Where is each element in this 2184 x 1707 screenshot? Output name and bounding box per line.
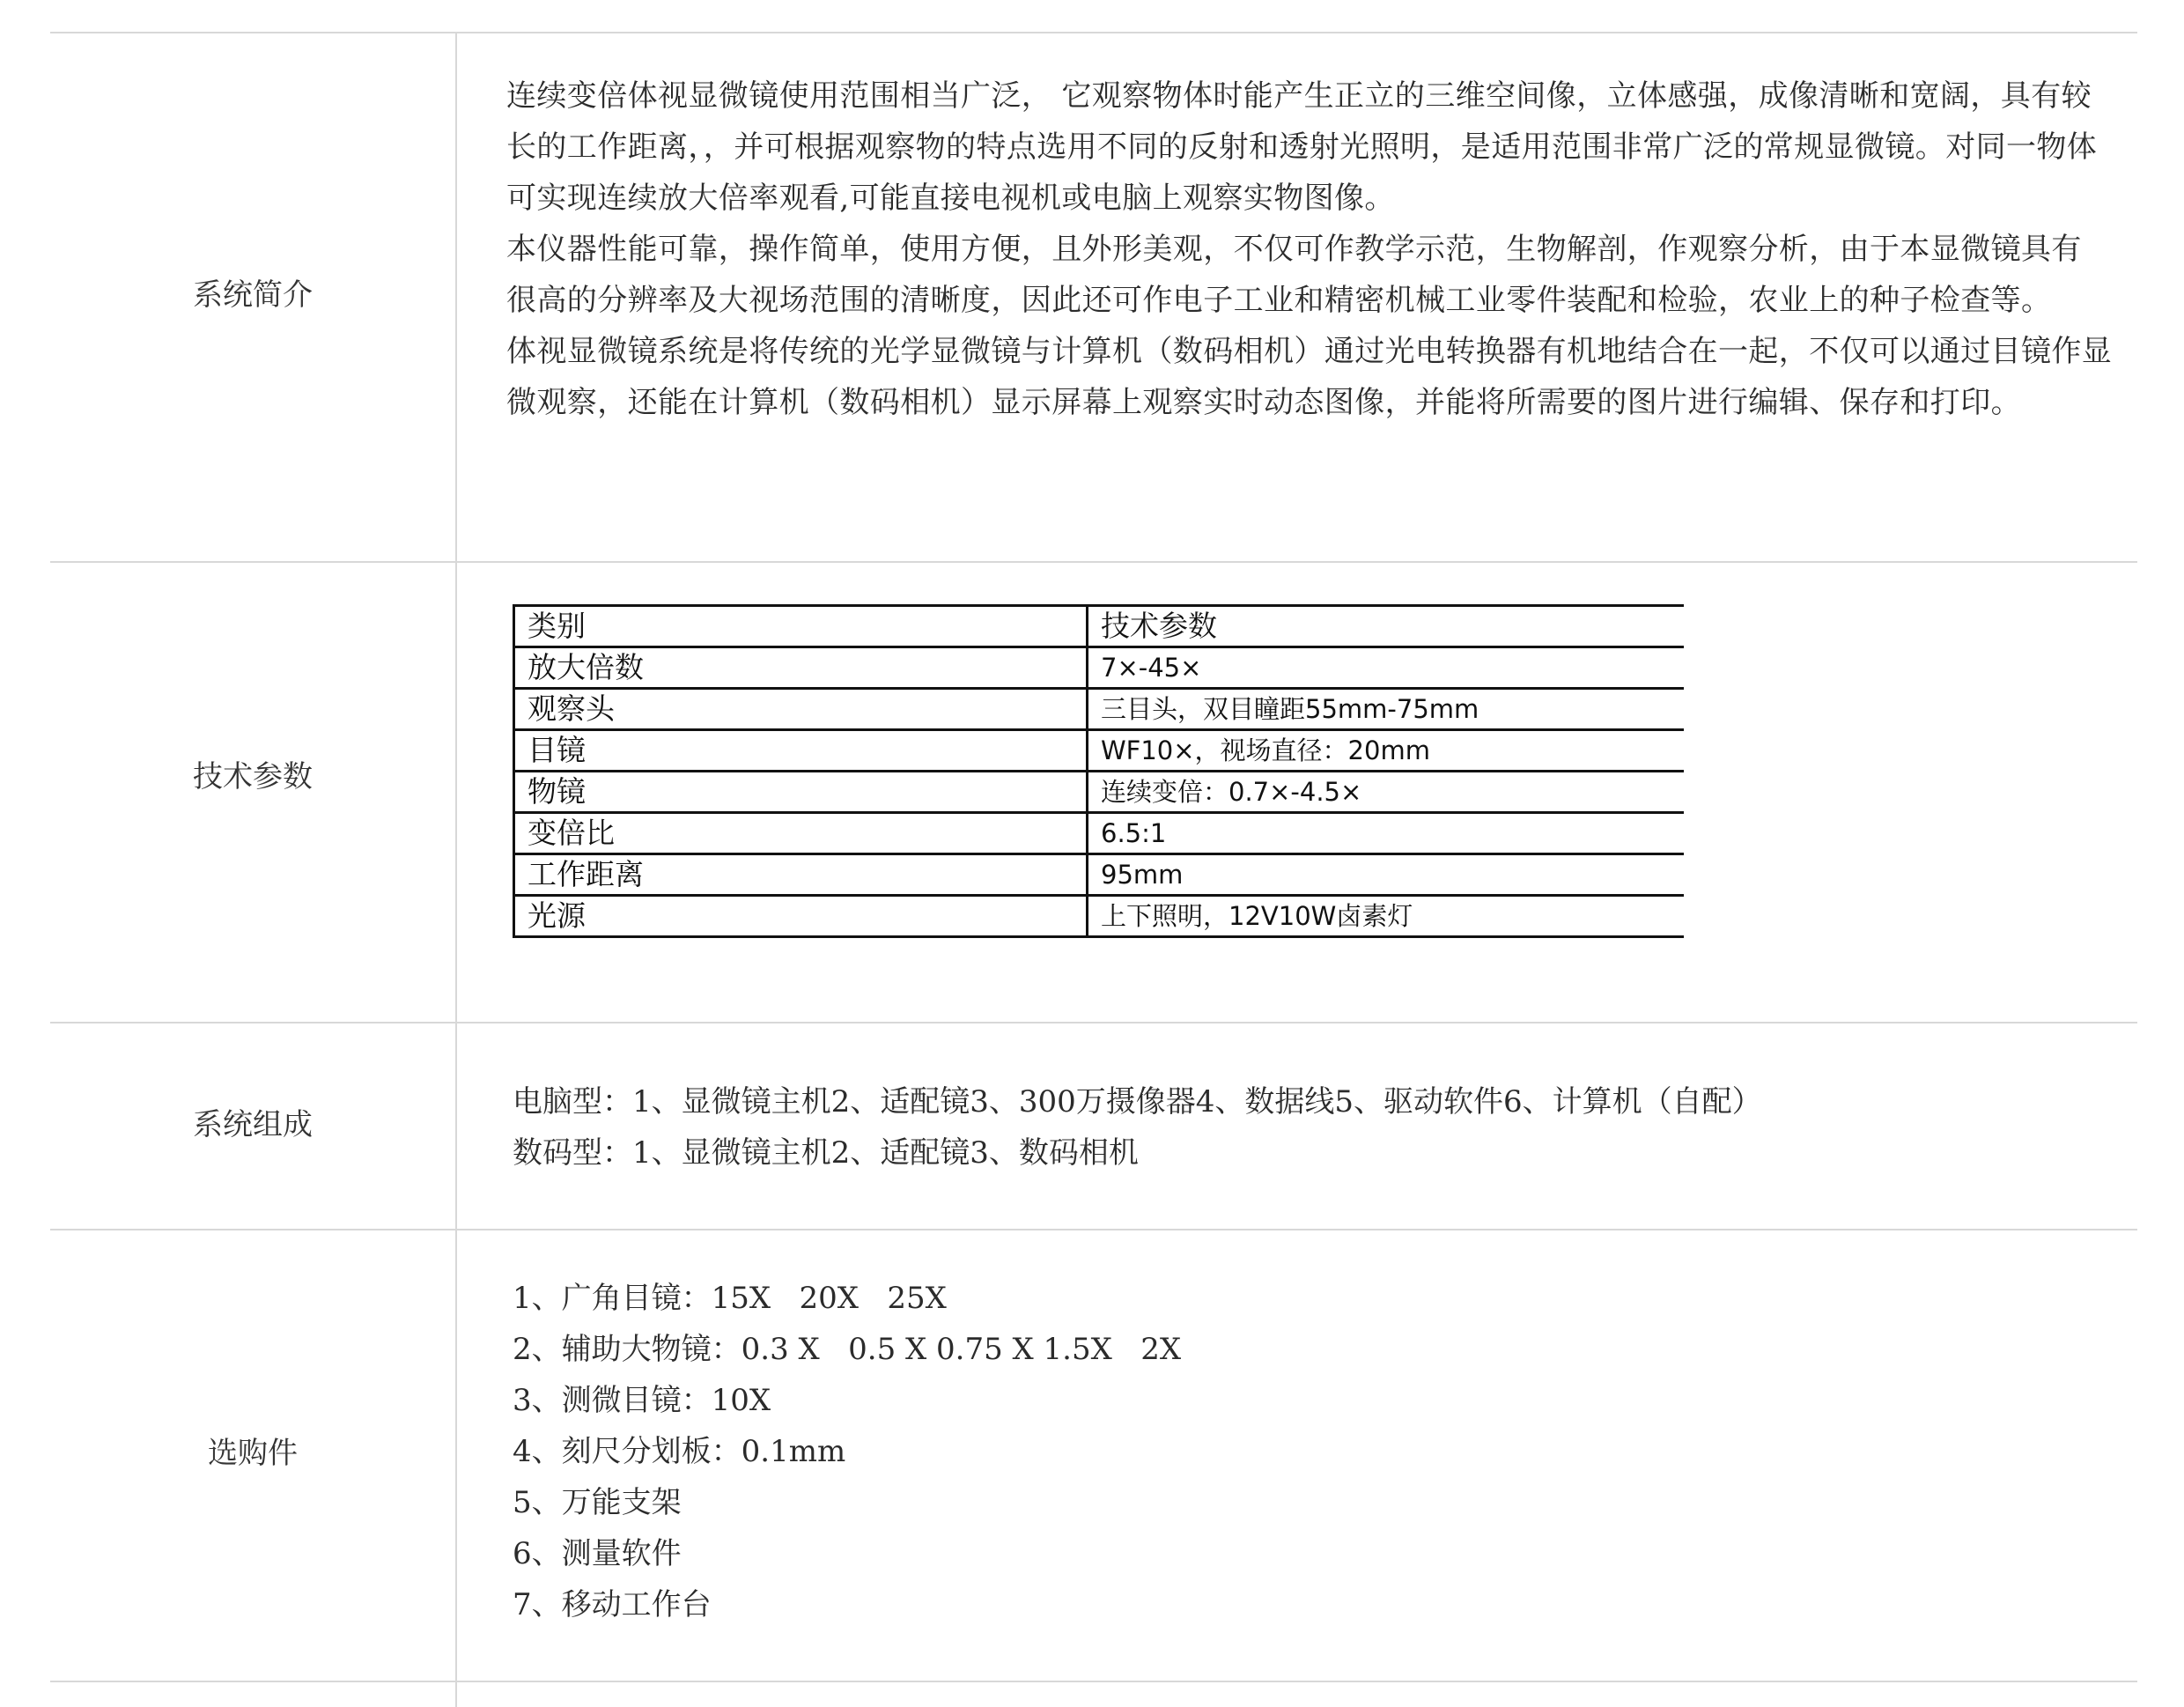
composition-label: 系统组成 [193, 1107, 313, 1142]
intro-label: 系统简介 [193, 277, 313, 313]
table-row [514, 730, 1685, 772]
spec-value: 三目头，双目瞳距55mm-75mm [1088, 689, 1685, 730]
list-item: 5、万能支架 [513, 1485, 682, 1520]
spec-value: 6.5:1 [1088, 813, 1685, 854]
divider-after-composition [50, 1229, 2137, 1230]
spec-value: 7×-45× [1088, 647, 1685, 689]
spec-name: 光源 [514, 896, 1088, 937]
spec-value: WF10×，视场直径：20mm [1088, 730, 1685, 772]
spec-value: 上下照明，12V10W卤素灯 [1088, 896, 1685, 937]
spec-name: 目镜 [514, 730, 1088, 772]
accessories-label: 选购件 [208, 1436, 298, 1471]
list-item: 2、辅助大物镜：0.3 X 0.5 X 0.75 X 1.5X 2X [513, 1332, 1182, 1367]
specs-label: 技术参数 [193, 759, 313, 794]
specs-header-row [514, 606, 1685, 647]
composition-text [513, 1076, 1762, 1179]
list-item: 3、测微目镜：10X [513, 1383, 771, 1418]
top-divider [50, 32, 2137, 33]
spec-name: 物镜 [514, 772, 1088, 813]
composition-line: 数码型：1、显微镜主机2、适配镜3、数码相机 [513, 1135, 1139, 1171]
spec-name: 观察头 [514, 689, 1088, 730]
table-row [514, 689, 1685, 730]
table-row [514, 896, 1685, 937]
specs-table [513, 604, 1684, 938]
list-item: 7、移动工作台 [513, 1587, 712, 1622]
table-row [514, 854, 1685, 896]
divider-after-accessories [50, 1681, 2137, 1682]
list-item: 1、广角目镜：15X 20X 25X [513, 1281, 947, 1316]
table-row [514, 647, 1685, 689]
intro-paragraph: 体视显微镜系统是将传统的光学显微镜与计算机（数码相机）通过光电转换器有机地结合在一起，不仅可以通过目镜作显微观察，还能在计算机（数码相机）显示屏幕上观察实时动态图像，并能将所需要的图片进行编辑、保存和打印。 [506, 334, 2113, 420]
intro-paragraph: 本仪器性能可靠，操作简单，使用方便，且外形美观，不仅可作教学示范，生物解剖，作观察分析，由于本显微镜具有 很高的分辨率及大视场范围的清晰度，因此还可作电子工业和精密机械工业零件装配和检验，农业上的种子检查等。 [506, 232, 2082, 318]
accessories-list [513, 1273, 1181, 1630]
spec-value: 连续变倍：0.7×-4.5× [1088, 772, 1685, 813]
table-row [514, 813, 1685, 854]
column-divider [455, 32, 457, 1707]
specs-header-category: 类别 [514, 606, 1088, 647]
spec-name: 工作距离 [514, 854, 1088, 896]
spec-value: 95mm [1088, 854, 1685, 896]
spec-name: 变倍比 [514, 813, 1088, 854]
list-item: 6、测量软件 [513, 1536, 682, 1571]
list-item: 4、刻尺分划板：0.1mm [513, 1434, 846, 1469]
divider-after-intro [50, 561, 2137, 563]
intro-text [506, 70, 2118, 428]
intro-paragraph: 连续变倍体视显微镜使用范围相当广泛， 它观察物体时能产生正立的三维空间像，立体感强，成像清晰和宽阔，具有较长的工作距离，，并可根据观察物的特点选用不同的反射和透射光照明，是适用范围非常广泛的常规显微镜。对同一物体可实现连续放大倍率观看,可能直接电视机或电脑上观察实物图像。 [506, 78, 2098, 216]
specs-header-value: 技术参数 [1088, 606, 1685, 647]
table-row [514, 772, 1685, 813]
divider-after-specs [50, 1022, 2137, 1023]
composition-line: 电脑型：1、显微镜主机2、适配镜3、300万摄像器4、数据线5、驱动软件6、计算机（自配） [513, 1084, 1762, 1120]
spec-name: 放大倍数 [514, 647, 1088, 689]
